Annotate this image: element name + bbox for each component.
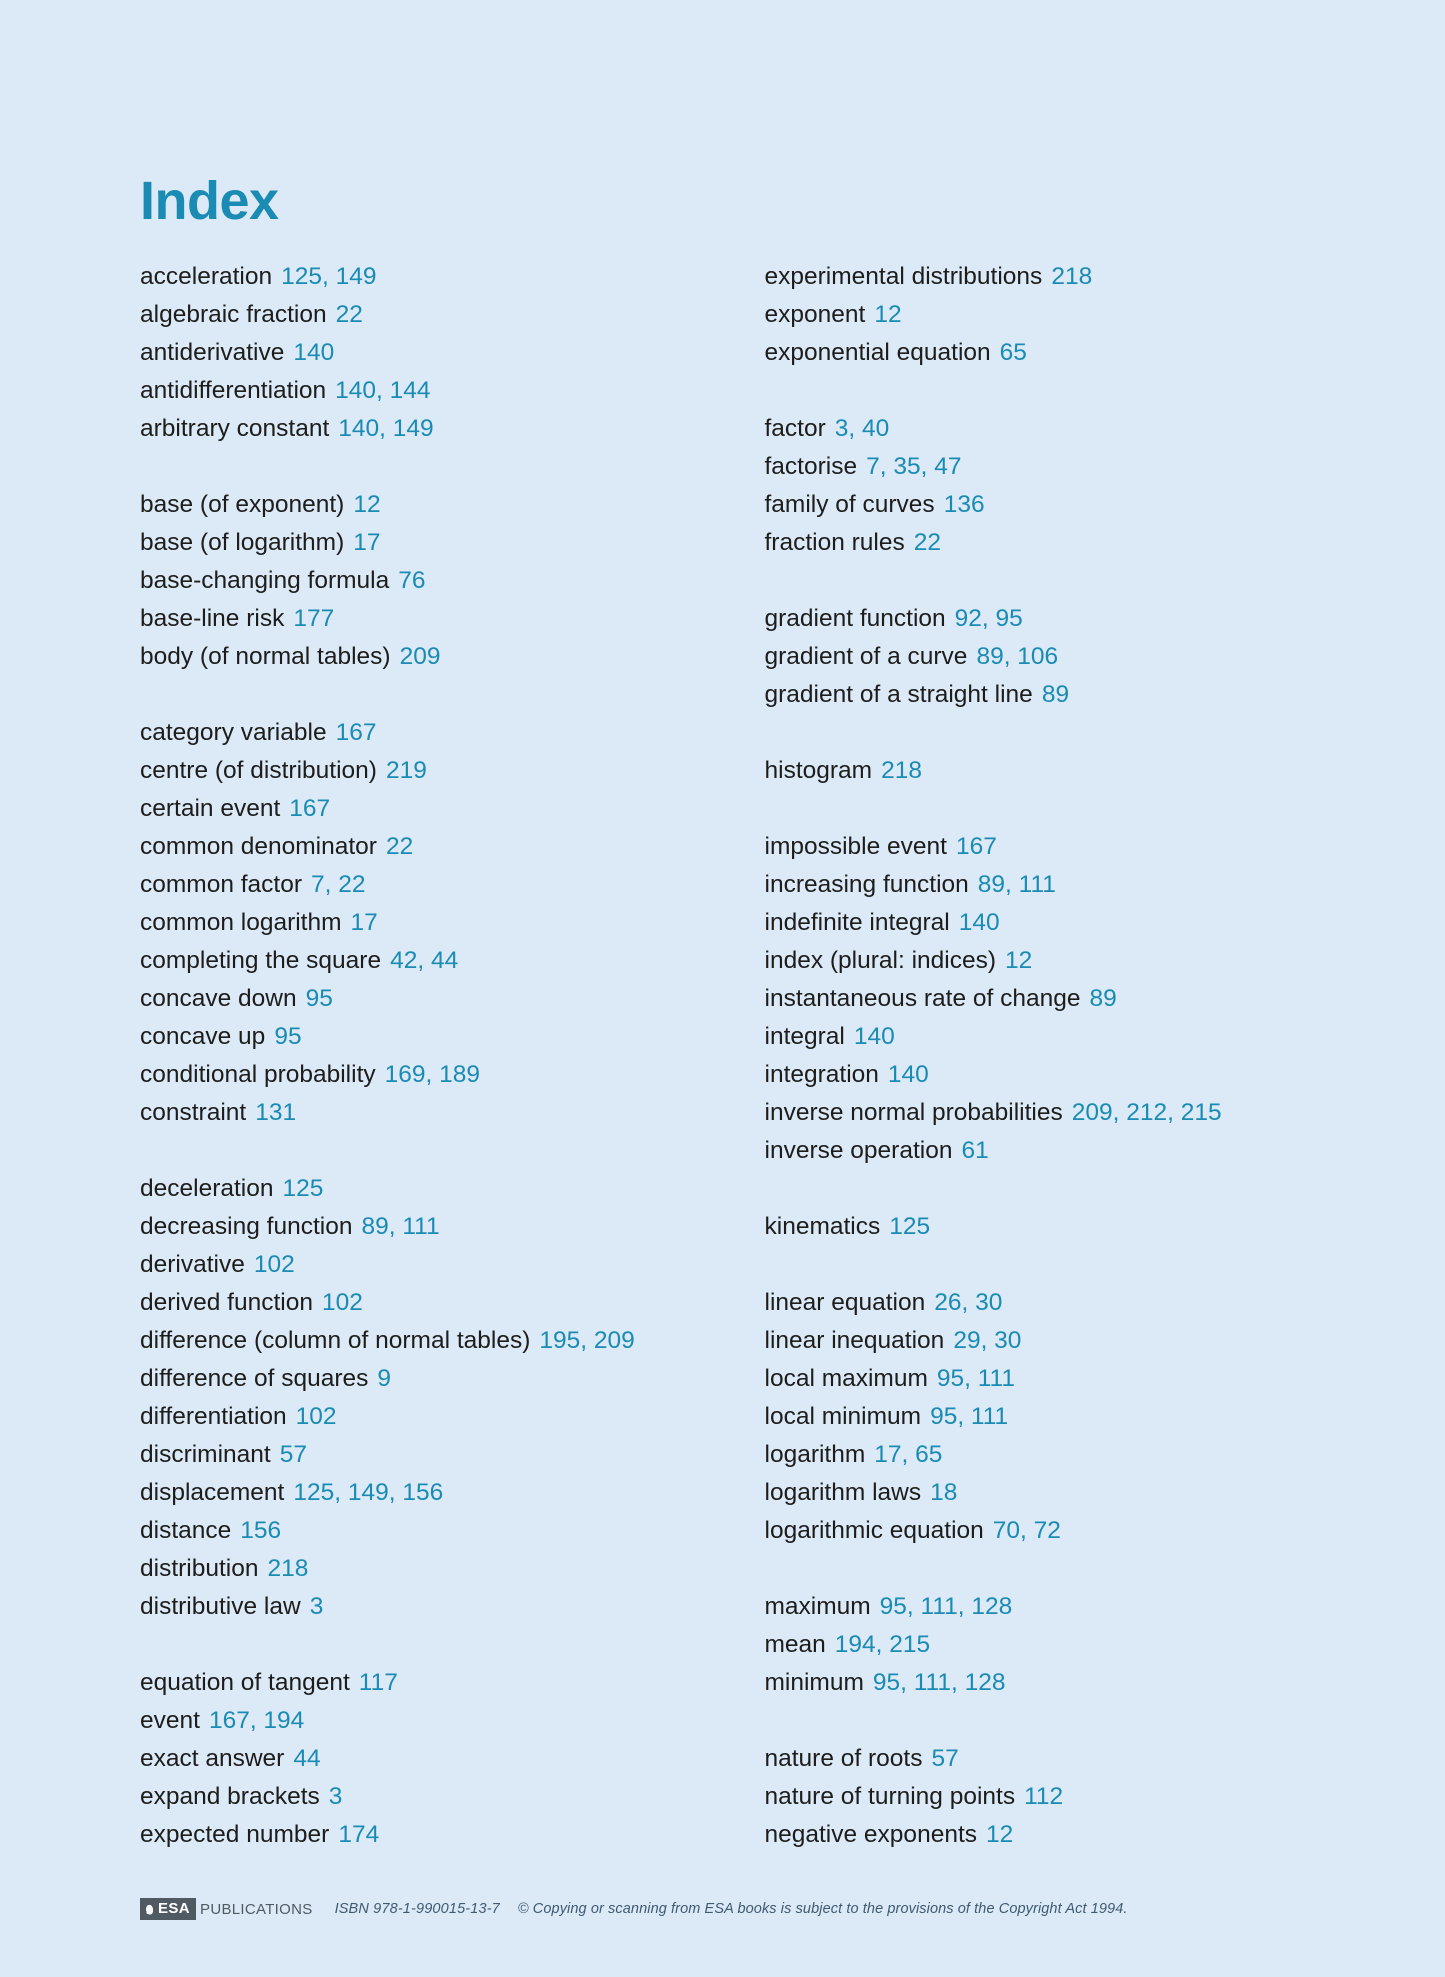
index-entry-term: gradient function bbox=[764, 605, 946, 632]
index-entry-pages[interactable]: 17 bbox=[350, 909, 378, 936]
index-entry bbox=[140, 980, 691, 1018]
index-entry bbox=[765, 448, 1316, 486]
esa-logo bbox=[140, 1898, 313, 1920]
index-entry bbox=[765, 866, 1316, 904]
index-entry bbox=[765, 1360, 1316, 1398]
index-entry-term: difference (column of normal tables) bbox=[140, 1327, 531, 1354]
index-entry bbox=[140, 828, 691, 866]
index-entry-term: exponential equation bbox=[764, 339, 991, 366]
index-entry-term: acceleration bbox=[140, 263, 273, 290]
index-entry bbox=[140, 1322, 691, 1360]
index-entry-term: derived function bbox=[140, 1289, 313, 1316]
index-entry-pages[interactable]: 136 bbox=[943, 491, 985, 518]
index-entry-pages[interactable]: 125, 149 bbox=[281, 263, 377, 290]
index-entry bbox=[765, 638, 1316, 676]
index-entry-pages[interactable]: 117 bbox=[358, 1669, 398, 1696]
index-entry-pages[interactable]: 125, 149, 156 bbox=[293, 1479, 444, 1506]
index-entry-term: constraint bbox=[140, 1099, 247, 1126]
index-entry-pages[interactable]: 95, 111 bbox=[936, 1365, 1015, 1392]
index-entry-term: arbitrary constant bbox=[140, 415, 330, 442]
index-entry-term: centre (of distribution) bbox=[140, 757, 377, 784]
index-entry-pages[interactable]: 61 bbox=[961, 1137, 989, 1164]
index-entry bbox=[140, 1284, 691, 1322]
index-entry bbox=[765, 1284, 1316, 1322]
index-entry-term: logarithm bbox=[764, 1441, 866, 1468]
index-entry bbox=[140, 486, 691, 524]
index-entry-term: differentiation bbox=[140, 1403, 287, 1430]
index-entry-pages[interactable]: 167 bbox=[955, 833, 997, 860]
index-entry-pages[interactable]: 194, 215 bbox=[834, 1631, 931, 1658]
index-entry bbox=[140, 1740, 691, 1778]
index-entry bbox=[765, 1398, 1316, 1436]
index-entry bbox=[765, 980, 1316, 1018]
index-entry-pages[interactable]: 22 bbox=[385, 833, 414, 860]
index-entry bbox=[140, 1550, 691, 1588]
index-entry-pages[interactable]: 102 bbox=[253, 1251, 295, 1278]
index-entry-pages[interactable]: 3, 40 bbox=[834, 415, 890, 442]
index-entry-term: event bbox=[140, 1707, 200, 1734]
index-entry bbox=[765, 1512, 1316, 1550]
index-entry-term: distance bbox=[140, 1517, 232, 1544]
index-entry-term: negative exponents bbox=[764, 1821, 977, 1848]
index-group-n bbox=[765, 1740, 1316, 1854]
index-entry-pages[interactable]: 131 bbox=[255, 1099, 297, 1126]
index-entry-term: linear equation bbox=[764, 1289, 926, 1316]
index-entry-term: index (plural: indices) bbox=[764, 947, 996, 974]
index-group-c bbox=[140, 714, 691, 1132]
index-entry bbox=[140, 296, 691, 334]
index-entry bbox=[765, 334, 1316, 372]
index-group-l bbox=[765, 1284, 1316, 1550]
index-entry-pages[interactable]: 167, 194 bbox=[208, 1707, 305, 1734]
index-entry-term: concave up bbox=[140, 1023, 266, 1050]
index-entry bbox=[140, 1208, 691, 1246]
index-entry-pages[interactable]: 7, 35, 47 bbox=[866, 453, 962, 480]
index-columns bbox=[140, 258, 1315, 1854]
index-entry-term: certain event bbox=[140, 795, 281, 822]
index-entry-term: local maximum bbox=[764, 1365, 928, 1392]
index-entry bbox=[140, 1702, 691, 1740]
index-entry-term: local minimum bbox=[764, 1403, 922, 1430]
index-entry bbox=[765, 1588, 1316, 1626]
index-entry-pages[interactable]: 95 bbox=[274, 1023, 302, 1050]
esa-logo-mark bbox=[140, 1898, 196, 1920]
index-entry-term: antidifferentiation bbox=[140, 377, 327, 404]
index-entry bbox=[140, 1170, 691, 1208]
index-entry-term: decreasing function bbox=[140, 1213, 353, 1240]
index-entry-term: family of curves bbox=[764, 491, 935, 518]
index-entry-pages[interactable]: 57 bbox=[279, 1441, 307, 1468]
index-entry-pages[interactable]: 169, 189 bbox=[384, 1061, 480, 1088]
index-entry-term: distributive law bbox=[140, 1593, 301, 1620]
index-entry bbox=[765, 1018, 1316, 1056]
index-group-h bbox=[765, 752, 1316, 790]
index-entry-term: nature of turning points bbox=[764, 1783, 1016, 1810]
index-entry-pages[interactable]: 22 bbox=[335, 301, 363, 328]
index-entry-term: base-line risk bbox=[140, 605, 285, 632]
index-entry-pages[interactable]: 89, 111 bbox=[977, 871, 1056, 898]
index-entry bbox=[140, 714, 691, 752]
index-entry-term: gradient of a straight line bbox=[764, 681, 1033, 708]
index-entry bbox=[140, 562, 691, 600]
index-group-b bbox=[140, 486, 691, 676]
index-entry-term: impossible event bbox=[764, 833, 947, 860]
index-entry-term: linear inequation bbox=[764, 1327, 945, 1354]
index-entry-term: base (of exponent) bbox=[140, 491, 345, 518]
index-entry-term: nature of roots bbox=[764, 1745, 923, 1772]
index-entry bbox=[765, 296, 1316, 334]
index-group-d bbox=[140, 1170, 691, 1626]
index-entry bbox=[140, 1094, 691, 1132]
footer-copyright: © Copying or scanning from ESA books is subject to the provisions of the Copyright Act 1994. bbox=[517, 1901, 1128, 1917]
index-entry-term: concave down bbox=[140, 985, 297, 1012]
index-entry-term: integral bbox=[764, 1023, 845, 1050]
index-entry bbox=[140, 1778, 691, 1816]
index-entry bbox=[140, 904, 691, 942]
index-entry bbox=[765, 1322, 1316, 1360]
index-entry bbox=[765, 600, 1316, 638]
index-entry-pages[interactable]: 12 bbox=[986, 1821, 1014, 1848]
index-entry-term: fraction rules bbox=[764, 529, 905, 556]
index-entry bbox=[140, 1512, 691, 1550]
index-entry bbox=[140, 1436, 691, 1474]
index-entry bbox=[765, 1094, 1316, 1132]
index-entry bbox=[765, 1208, 1316, 1246]
index-entry-term: logarithm laws bbox=[764, 1479, 922, 1506]
index-entry-pages[interactable]: 95, 111, 128 bbox=[879, 1593, 1013, 1620]
index-entry-term: increasing function bbox=[764, 871, 969, 898]
index-entry-pages[interactable]: 12 bbox=[1005, 947, 1033, 974]
index-entry-term: equation of tangent bbox=[140, 1669, 350, 1696]
index-entry-term: category variable bbox=[140, 719, 327, 746]
index-entry bbox=[765, 752, 1316, 790]
index-entry bbox=[765, 258, 1316, 296]
index-entry bbox=[140, 524, 691, 562]
index-entry-pages[interactable]: 195, 209 bbox=[539, 1327, 635, 1354]
index-entry-pages[interactable]: 12 bbox=[874, 301, 902, 328]
index-entry-pages[interactable]: 89, 106 bbox=[976, 643, 1059, 670]
index-entry-pages[interactable]: 174 bbox=[338, 1821, 380, 1848]
index-entry bbox=[140, 372, 691, 410]
leaf-icon bbox=[143, 1901, 156, 1916]
index-entry bbox=[140, 410, 691, 448]
index-entry-pages[interactable]: 95, 111, 128 bbox=[872, 1669, 1006, 1696]
index-entry bbox=[765, 942, 1316, 980]
index-entry bbox=[765, 1816, 1316, 1854]
index-entry bbox=[140, 600, 691, 638]
index-entry-pages[interactable]: 102 bbox=[321, 1289, 363, 1316]
index-entry-pages[interactable]: 209 bbox=[399, 643, 441, 670]
index-entry-term: discriminant bbox=[140, 1441, 271, 1468]
index-entry bbox=[140, 1360, 691, 1398]
index-entry-term: difference of squares bbox=[140, 1365, 369, 1392]
index-entry-pages[interactable]: 218 bbox=[881, 757, 922, 784]
index-entry-term: completing the square bbox=[140, 947, 382, 974]
index-entry-term: factorise bbox=[764, 453, 858, 480]
index-entry-pages[interactable]: 7, 22 bbox=[311, 871, 366, 898]
index-group-g bbox=[765, 600, 1316, 714]
index-entry-pages[interactable]: 140 bbox=[887, 1061, 929, 1088]
index-entry-pages[interactable]: 95 bbox=[305, 985, 333, 1012]
index-entry-term: algebraic fraction bbox=[140, 301, 327, 328]
page-title: Index bbox=[140, 171, 279, 231]
index-entry-term: inverse normal probabilities bbox=[764, 1099, 1063, 1126]
index-entry-term: body (of normal tables) bbox=[140, 643, 391, 670]
index-entry bbox=[140, 790, 691, 828]
index-group-f bbox=[765, 410, 1316, 562]
esa-logo-mark-text: ESA bbox=[158, 1900, 191, 1917]
index-group-a bbox=[140, 258, 691, 448]
index-entry-term: conditional probability bbox=[140, 1061, 376, 1088]
index-entry-pages[interactable]: 3 bbox=[328, 1783, 343, 1810]
index-entry-pages[interactable]: 42, 44 bbox=[390, 947, 459, 974]
index-entry-term: experimental distributions bbox=[764, 263, 1043, 290]
index-entry bbox=[765, 1626, 1316, 1664]
index-entry-pages[interactable]: 12 bbox=[353, 491, 381, 518]
index-entry bbox=[140, 1018, 691, 1056]
index-entry-term: mean bbox=[764, 1631, 826, 1658]
index-group-m bbox=[765, 1588, 1316, 1702]
index-entry-term: indefinite integral bbox=[764, 909, 950, 936]
index-entry-pages[interactable]: 44 bbox=[293, 1745, 321, 1772]
index-entry-term: histogram bbox=[764, 757, 873, 784]
index-entry-pages[interactable]: 70, 72 bbox=[992, 1517, 1061, 1544]
index-entry bbox=[140, 638, 691, 676]
index-entry bbox=[765, 486, 1316, 524]
index-entry bbox=[765, 410, 1316, 448]
footer-isbn: ISBN 978-1-990015-13-7 bbox=[334, 1901, 500, 1917]
index-entry-pages[interactable]: 65 bbox=[999, 339, 1027, 366]
index-group-i bbox=[765, 828, 1316, 1170]
index-entry-pages[interactable]: 218 bbox=[1051, 263, 1093, 290]
index-entry-pages[interactable]: 89, 111 bbox=[361, 1213, 440, 1240]
index-column-left bbox=[140, 258, 691, 1854]
index-column-right bbox=[765, 258, 1316, 1854]
index-entry-term: distribution bbox=[140, 1555, 259, 1582]
index-entry bbox=[140, 334, 691, 372]
index-entry bbox=[140, 866, 691, 904]
index-entry bbox=[140, 752, 691, 790]
index-entry bbox=[765, 1474, 1316, 1512]
index-entry bbox=[140, 1474, 691, 1512]
index-entry-pages[interactable]: 92, 95 bbox=[954, 605, 1023, 632]
index-entry-term: base-changing formula bbox=[140, 567, 390, 594]
index-entry-pages[interactable]: 18 bbox=[930, 1479, 958, 1506]
index-entry bbox=[765, 828, 1316, 866]
index-entry-pages[interactable]: 209, 212, 215 bbox=[1071, 1099, 1222, 1126]
index-entry bbox=[765, 1436, 1316, 1474]
index-entry bbox=[140, 1664, 691, 1702]
index-entry-pages[interactable]: 9 bbox=[377, 1365, 392, 1392]
index-entry-pages[interactable]: 177 bbox=[293, 605, 335, 632]
index-entry bbox=[140, 1246, 691, 1284]
index-entry-pages[interactable]: 102 bbox=[295, 1403, 337, 1430]
index-entry-pages[interactable]: 3 bbox=[309, 1593, 324, 1620]
index-group-e bbox=[140, 1664, 691, 1854]
index-entry-term: common logarithm bbox=[140, 909, 342, 936]
page-footer bbox=[140, 1896, 1315, 1922]
index-entry bbox=[765, 1664, 1316, 1702]
index-entry-term: deceleration bbox=[140, 1175, 274, 1202]
index-entry-pages[interactable]: 140, 149 bbox=[338, 415, 434, 442]
index-entry-term: factor bbox=[764, 415, 826, 442]
index-entry-term: maximum bbox=[764, 1593, 871, 1620]
index-entry-pages[interactable]: 89 bbox=[1041, 681, 1070, 708]
index-entry-pages[interactable]: 125 bbox=[282, 1175, 324, 1202]
index-entry-term: kinematics bbox=[764, 1213, 881, 1240]
index-entry-pages[interactable]: 218 bbox=[267, 1555, 309, 1582]
index-entry bbox=[140, 1816, 691, 1854]
index-entry bbox=[765, 676, 1316, 714]
index-entry-pages[interactable]: 140 bbox=[958, 909, 1000, 936]
index-entry-pages[interactable]: 112 bbox=[1024, 1783, 1064, 1810]
index-entry-pages[interactable]: 22 bbox=[913, 529, 942, 556]
index-entry-pages[interactable]: 89 bbox=[1089, 985, 1117, 1012]
index-entry-term: integration bbox=[764, 1061, 879, 1088]
index-entry bbox=[765, 524, 1316, 562]
index-entry-pages[interactable]: 140 bbox=[853, 1023, 895, 1050]
index-entry-term: expand brackets bbox=[140, 1783, 320, 1810]
index-entry-term: exact answer bbox=[140, 1745, 285, 1772]
index-group-e bbox=[765, 258, 1316, 372]
index-entry-term: logarithmic equation bbox=[764, 1517, 984, 1544]
index-group-k bbox=[765, 1208, 1316, 1246]
index-entry-pages[interactable]: 156 bbox=[240, 1517, 282, 1544]
index-entry bbox=[765, 904, 1316, 942]
index-entry-pages[interactable]: 57 bbox=[931, 1745, 959, 1772]
index-entry-pages[interactable]: 17 bbox=[353, 529, 381, 556]
index-entry-pages[interactable]: 29, 30 bbox=[953, 1327, 1022, 1354]
index-entry-term: expected number bbox=[140, 1821, 330, 1848]
index-entry-term: common factor bbox=[140, 871, 303, 898]
index-entry-pages[interactable]: 167 bbox=[335, 719, 377, 746]
index-entry-term: instantaneous rate of change bbox=[764, 985, 1081, 1012]
index-entry-term: minimum bbox=[764, 1669, 864, 1696]
index-entry-pages[interactable]: 219 bbox=[385, 757, 427, 784]
index-entry bbox=[140, 942, 691, 980]
index-entry bbox=[765, 1740, 1316, 1778]
index-entry-term: derivative bbox=[140, 1251, 245, 1278]
index-entry-term: exponent bbox=[764, 301, 866, 328]
index-entry bbox=[140, 258, 691, 296]
index-entry bbox=[140, 1398, 691, 1436]
index-entry-pages[interactable]: 125 bbox=[889, 1213, 931, 1240]
index-entry-term: common denominator bbox=[140, 833, 377, 860]
index-entry bbox=[140, 1588, 691, 1626]
index-entry bbox=[765, 1778, 1316, 1816]
index-entry-term: base (of logarithm) bbox=[140, 529, 345, 556]
index-entry-pages[interactable]: 95, 111 bbox=[930, 1403, 1009, 1430]
index-entry-term: antiderivative bbox=[140, 339, 285, 366]
index-entry-pages[interactable]: 76 bbox=[398, 567, 426, 594]
index-entry-pages[interactable]: 140, 144 bbox=[335, 377, 431, 404]
index-entry bbox=[765, 1132, 1316, 1170]
index-entry-term: displacement bbox=[140, 1479, 285, 1506]
index-entry-pages[interactable]: 26, 30 bbox=[934, 1289, 1003, 1316]
index-entry-pages[interactable]: 140 bbox=[293, 339, 335, 366]
esa-logo-word: PUBLICATIONS bbox=[200, 1900, 313, 1918]
index-entry bbox=[140, 1056, 691, 1094]
index-entry-pages[interactable]: 167 bbox=[289, 795, 331, 822]
index-entry-term: gradient of a curve bbox=[764, 643, 968, 670]
index-entry bbox=[765, 1056, 1316, 1094]
index-entry-term: inverse operation bbox=[764, 1137, 953, 1164]
index-entry-pages[interactable]: 17, 65 bbox=[874, 1441, 943, 1468]
